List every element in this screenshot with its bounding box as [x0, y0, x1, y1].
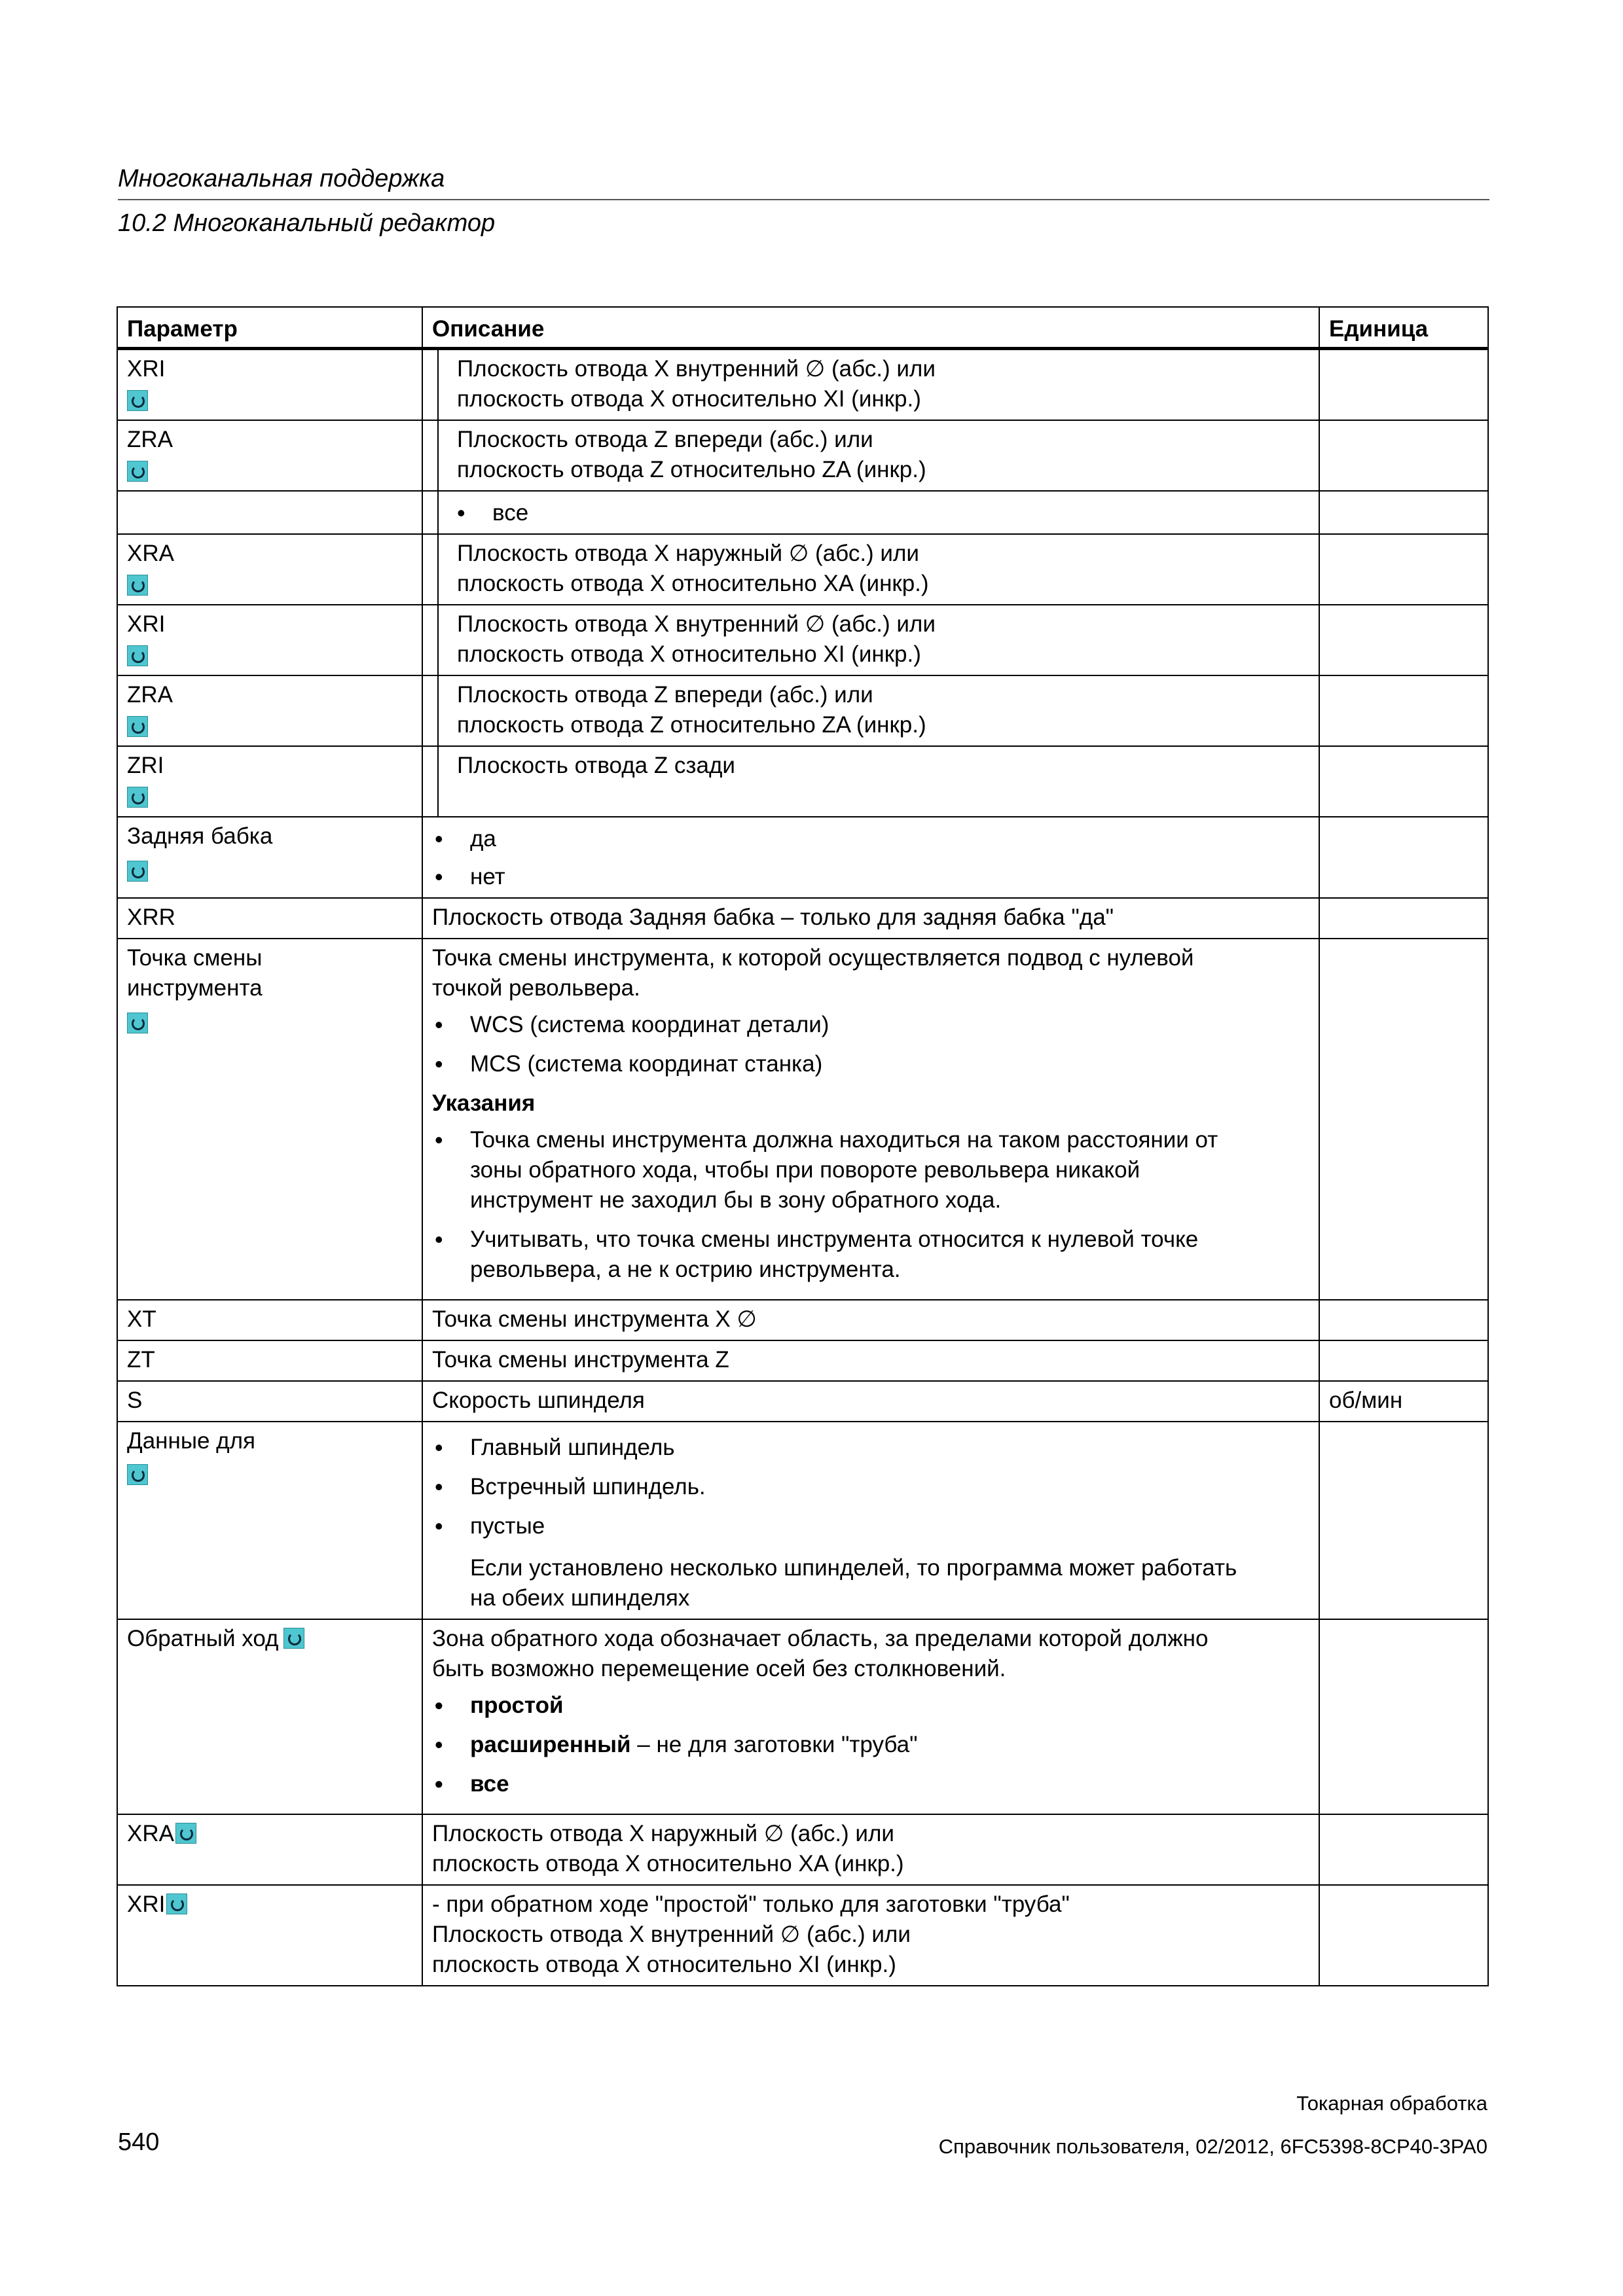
description-line: Плоскость отвода Z впереди (абс.) или [457, 682, 873, 708]
description-cell [422, 605, 1319, 675]
description-line: Точка смены инструмента, к которой осуществляется подвод с нулевой [432, 945, 1194, 971]
param-name: Точка смены [127, 945, 263, 971]
toggle-icon [175, 1823, 196, 1844]
unit-cell [1319, 534, 1488, 605]
param-cell [117, 817, 422, 898]
param-name: XRI [127, 356, 166, 382]
parameter-table [117, 306, 1489, 1986]
param-cell [117, 1814, 422, 1885]
description-line: быть возможно перемещение осей без столкновений. [432, 1656, 1006, 1681]
description-cell [422, 349, 1319, 421]
param-cell [117, 1422, 422, 1619]
description-line: Плоскость отвода X внутренний ∅ (абс.) или [432, 1922, 911, 1947]
description-cell [422, 1300, 1319, 1340]
bullet-item: • да [432, 824, 1309, 854]
toggle-icon [166, 1893, 187, 1914]
description-line: Плоскость отвода Z сзади [457, 753, 735, 778]
unit-cell [1319, 1300, 1488, 1340]
note-line: инструмент не заходил бы в зону обратного хода. [470, 1187, 1002, 1213]
bullet-text: – не для заготовки "труба" [630, 1732, 918, 1757]
unit-value: об/мин [1329, 1388, 1403, 1413]
note-item [432, 1225, 1309, 1285]
bullet-item: • WCS (система координат детали) [432, 1010, 1309, 1040]
note-item [432, 1125, 1309, 1215]
document-reference: Справочник пользователя, 02/2012, 6FC5398-8CP40-3PA0 [938, 2135, 1487, 2158]
description-cell [422, 420, 1319, 491]
indent-divider [423, 492, 439, 533]
param-cell [117, 605, 422, 675]
bullet-item: • пустые [432, 1511, 1309, 1541]
description-cell [422, 491, 1319, 534]
table-row [117, 675, 1488, 746]
param-cell [117, 534, 422, 605]
param-cell [117, 349, 422, 421]
description-cell [422, 1340, 1319, 1381]
table-row [117, 491, 1488, 534]
bullet-item: • простой [432, 1691, 1309, 1721]
toggle-icon [127, 390, 148, 411]
unit-cell [1319, 1422, 1488, 1619]
unit-cell [1319, 605, 1488, 675]
param-name: ZRA [127, 682, 173, 708]
param-name: ZRA [127, 427, 173, 452]
table-row [117, 420, 1488, 491]
description-line: Плоскость отвода X наружный ∅ (абс.) или [457, 541, 919, 566]
description-line: Зона обратного хода обозначает область, за пределами которой должно [432, 1626, 1209, 1651]
description-line: плоскость отвода X относительно XA (инкр.) [432, 1851, 904, 1876]
section-title: 10.2 Многоканальный редактор [118, 209, 496, 237]
param-name: Обратный ход [127, 1626, 279, 1651]
description-line: Плоскость отвода X внутренний ∅ (абс.) или [457, 356, 936, 382]
param-cell [117, 939, 422, 1300]
description-cell [422, 534, 1319, 605]
table-row [117, 1885, 1488, 1986]
unit-cell [1319, 746, 1488, 817]
param-name: XRA [127, 541, 174, 566]
indent-divider [423, 421, 439, 490]
chapter-title: Многоканальная поддержка [118, 165, 445, 192]
table-row [117, 1381, 1488, 1422]
bullet-item: • Встречный шпиндель. [432, 1472, 1309, 1502]
column-header-unit: Единица [1319, 307, 1488, 349]
bullet-item: • Главный шпиндель [432, 1433, 1309, 1463]
toggle-icon [127, 861, 148, 882]
bullet-item [432, 1730, 1309, 1760]
description-cell [422, 1422, 1319, 1619]
bullet-item: • все [454, 498, 528, 528]
param-name: XRI [127, 1892, 166, 1917]
bullet-item: • все [432, 1769, 1309, 1799]
note-line: зоны обратного хода, чтобы при повороте револьвера никакой [470, 1157, 1140, 1183]
description-line: плоскость отвода Z относительно ZA (инкр.) [457, 712, 926, 738]
table-row [117, 534, 1488, 605]
toggle-icon [127, 575, 148, 596]
param-cell [117, 1300, 422, 1340]
table-row [117, 817, 1488, 898]
unit-cell [1319, 1814, 1488, 1885]
param-cell [117, 1381, 422, 1422]
table-header-row [117, 307, 1488, 349]
param-cell [117, 1885, 422, 1986]
indent-divider [423, 676, 439, 745]
description-line: Плоскость отвода X наружный ∅ (абс.) или [432, 1821, 894, 1846]
description-line: на обеих шпинделях [470, 1585, 690, 1611]
indent-divider [423, 747, 439, 816]
param-name: инструмента [127, 975, 263, 1001]
description-line: плоскость отвода X относительно XI (инкр.) [457, 641, 921, 667]
description-line: Скорость шпинделя [432, 1388, 645, 1413]
table-row [117, 746, 1488, 817]
table-row [117, 1422, 1488, 1619]
description-line: плоскость отвода X относительно XI (инкр.) [432, 1952, 896, 1977]
description-cell [422, 675, 1319, 746]
param-name: S [127, 1388, 143, 1413]
column-header-description: Описание [422, 307, 1319, 349]
description-cell [422, 1381, 1319, 1422]
page-header [118, 164, 1489, 238]
description-cell [422, 1885, 1319, 1986]
param-name: ZT [127, 1347, 155, 1372]
description-line: Плоскость отвода Z впереди (абс.) или [457, 427, 873, 452]
table-row [117, 1619, 1488, 1814]
note-line: • Учитывать, что точка смены инструмента относится к нулевой точке [470, 1227, 1199, 1252]
toggle-icon [127, 1013, 148, 1033]
description-cell [422, 817, 1319, 898]
column-header-parameter: Параметр [117, 307, 422, 349]
table-row [117, 898, 1488, 939]
description-cell [422, 746, 1319, 817]
table-row [117, 349, 1488, 421]
param-cell [117, 1340, 422, 1381]
description-cell [422, 898, 1319, 939]
param-name: XRR [127, 905, 175, 930]
header-rule [118, 199, 1489, 200]
notes-heading: Указания [432, 1090, 536, 1116]
param-cell [117, 675, 422, 746]
description-line: точкой револьвера. [432, 975, 640, 1001]
description-line: плоскость отвода X относительно XI (инкр.) [457, 386, 921, 412]
description-line: - при обратном ходе "простой" только для заготовки "труба" [432, 1892, 1070, 1917]
description-cell [422, 1814, 1319, 1885]
unit-cell [1319, 491, 1488, 534]
bullet-item: • нет [432, 862, 1309, 892]
description-line: плоскость отвода Z относительно ZA (инкр.) [457, 457, 926, 482]
description-line: Плоскость отвода Задняя бабка – только для задняя бабка "да" [432, 905, 1114, 930]
param-name: Задняя бабка [127, 823, 273, 849]
description-line: плоскость отвода X относительно XA (инкр.) [457, 571, 929, 596]
bullet-bold-text: расширенный [470, 1732, 631, 1757]
unit-cell [1319, 1381, 1488, 1422]
param-name: XRA [127, 1821, 174, 1846]
param-cell [117, 1619, 422, 1814]
toggle-icon [283, 1628, 304, 1649]
param-cell [117, 898, 422, 939]
indent-divider [423, 535, 439, 604]
param-cell [117, 420, 422, 491]
unit-cell [1319, 817, 1488, 898]
indent-divider [423, 605, 439, 675]
unit-cell [1319, 898, 1488, 939]
unit-cell [1319, 939, 1488, 1300]
table-row [117, 1340, 1488, 1381]
table-row [117, 605, 1488, 675]
note-line: • Точка смены инструмента должна находиться на таком расстоянии от [470, 1127, 1218, 1153]
toggle-icon [127, 787, 148, 808]
bullet-item: • MCS (система координат станка) [432, 1049, 1309, 1079]
indent-divider [423, 350, 439, 420]
description-cell [422, 1619, 1319, 1814]
unit-cell [1319, 1619, 1488, 1814]
param-name: Данные для [127, 1428, 255, 1454]
book-title: Токарная обработка [1296, 2092, 1487, 2115]
unit-cell [1319, 1885, 1488, 1986]
page-number: 540 [118, 2128, 160, 2156]
unit-cell [1319, 675, 1488, 746]
param-cell [117, 746, 422, 817]
table-row [117, 1814, 1488, 1885]
description-line: Плоскость отвода X внутренний ∅ (абс.) или [457, 611, 936, 637]
param-name: ZRI [127, 753, 164, 778]
description-line: Точка смены инструмента Z [432, 1347, 729, 1372]
unit-cell [1319, 1340, 1488, 1381]
note-line: револьвера, а не к острию инструмента. [470, 1257, 901, 1282]
unit-cell [1319, 349, 1488, 421]
description-cell [422, 939, 1319, 1300]
unit-cell [1319, 420, 1488, 491]
spindle-note [432, 1553, 1309, 1613]
toggle-icon [127, 1464, 148, 1485]
param-cell [117, 491, 422, 534]
description-line: Точка смены инструмента X ∅ [432, 1306, 757, 1332]
table-row [117, 1300, 1488, 1340]
toggle-icon [127, 645, 148, 666]
param-name: XT [127, 1306, 156, 1332]
toggle-icon [127, 461, 148, 482]
table-row [117, 939, 1488, 1300]
param-name: XRI [127, 611, 166, 637]
description-line: Если установлено несколько шпинделей, то программа может работать [470, 1555, 1237, 1581]
toggle-icon [127, 716, 148, 737]
